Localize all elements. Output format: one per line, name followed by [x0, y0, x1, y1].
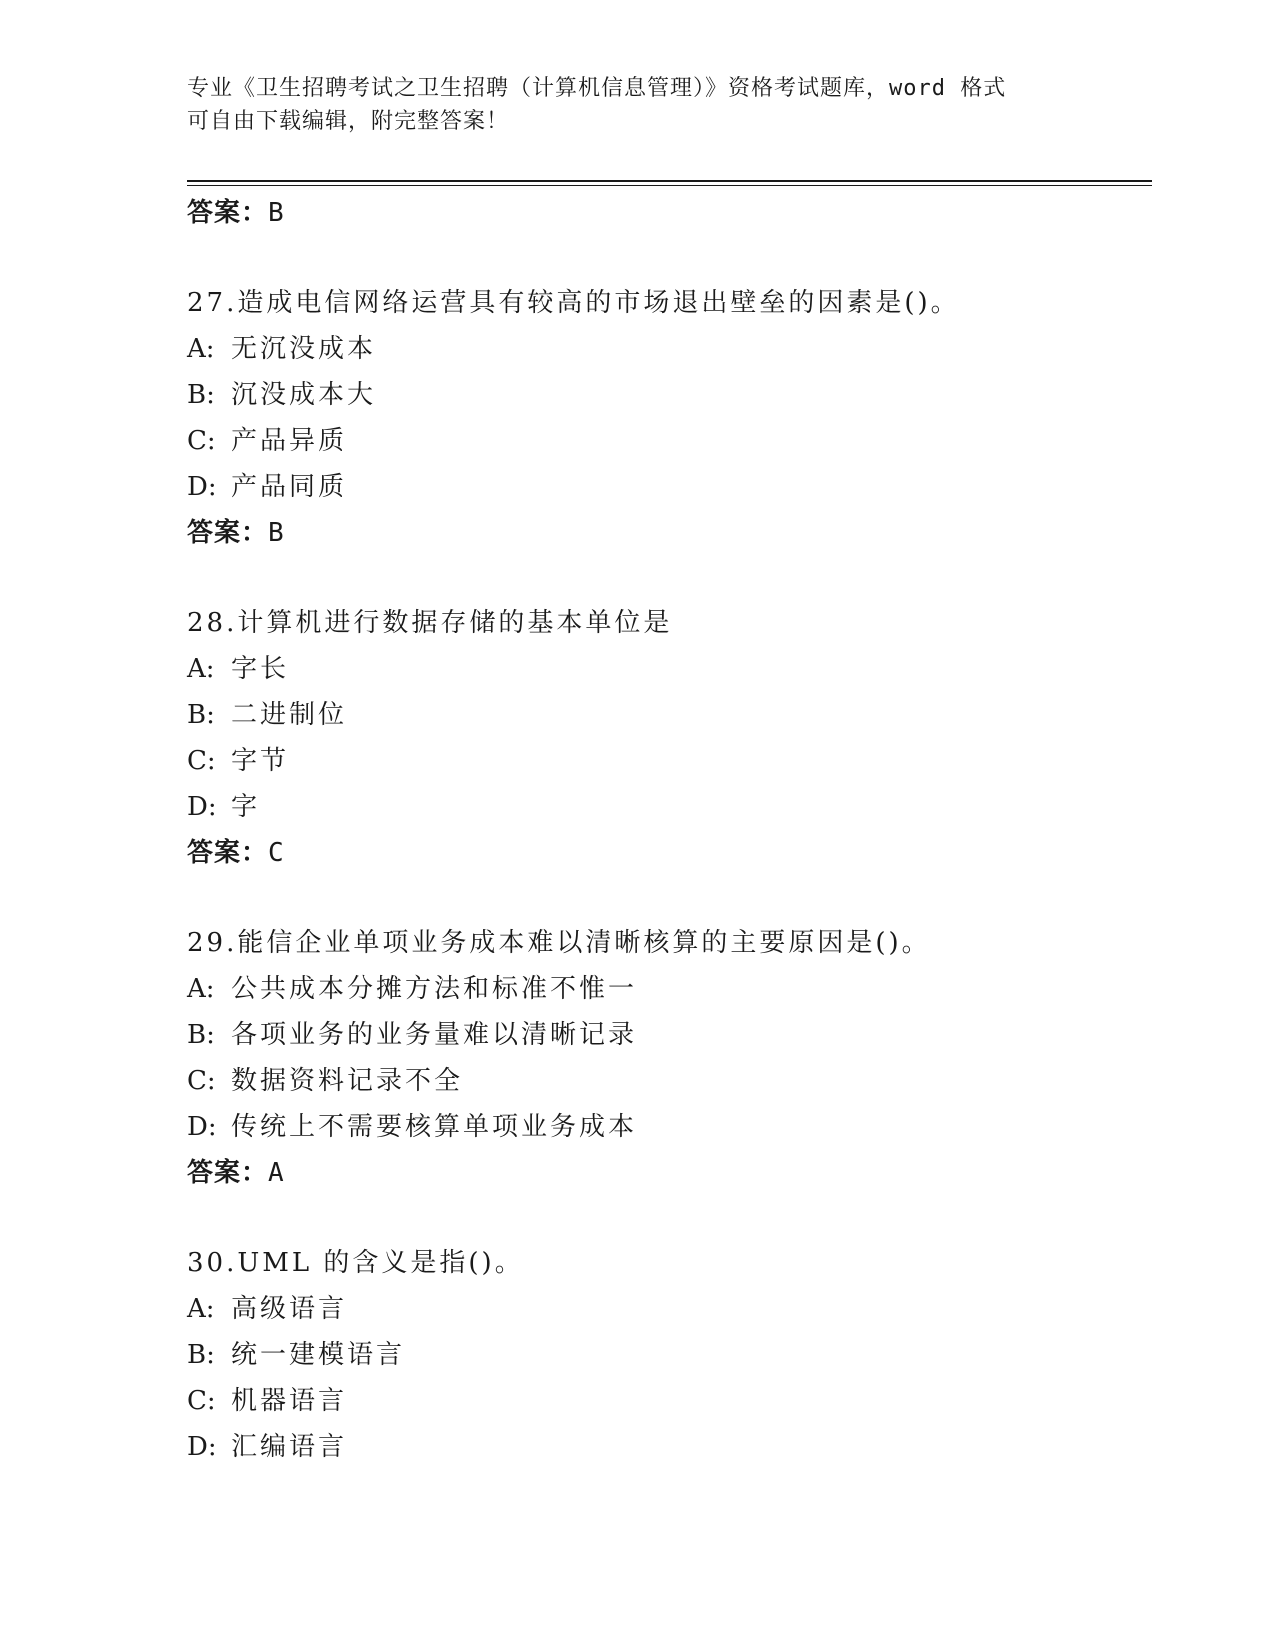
- header-divider-thin: [187, 185, 1152, 186]
- option-letter: A:: [187, 334, 215, 364]
- option-letter: C:: [187, 426, 216, 456]
- answer-value: C: [268, 838, 285, 868]
- question-block: [187, 1240, 1147, 1470]
- option-a: [187, 966, 1147, 1012]
- option-text: 字: [231, 792, 261, 822]
- question-block: [187, 280, 1147, 556]
- option-a: [187, 326, 1147, 372]
- option-letter: D:: [187, 1432, 217, 1462]
- option-b: [187, 1012, 1147, 1058]
- answer-value: B: [268, 198, 285, 228]
- option-letter: D:: [187, 792, 217, 822]
- header-divider-thick: [187, 180, 1152, 182]
- option-c: [187, 1378, 1147, 1424]
- option-text: 字长: [231, 654, 290, 684]
- answer-label: 答案：: [187, 838, 269, 868]
- question-stem: 30.UML 的含义是指()。: [187, 1248, 524, 1278]
- option-letter: C:: [187, 746, 216, 776]
- question-block: [187, 920, 1147, 1196]
- header-line-2: 可自由下载编辑，附完整答案！: [187, 109, 510, 134]
- question-list: [187, 190, 1147, 1470]
- option-a: [187, 1286, 1147, 1332]
- option-letter: B:: [187, 1340, 215, 1370]
- option-text: 汇编语言: [231, 1432, 348, 1462]
- option-letter: A:: [187, 1294, 215, 1324]
- option-text: 公共成本分摊方法和标准不惟一: [231, 974, 638, 1004]
- question-answer: [187, 830, 1147, 876]
- option-letter: B:: [187, 700, 215, 730]
- option-d: [187, 464, 1147, 510]
- option-text: 字节: [231, 746, 290, 776]
- question-answer: [187, 510, 1147, 556]
- question-answer: [187, 1150, 1147, 1196]
- option-b: [187, 692, 1147, 738]
- option-c: [187, 738, 1147, 784]
- answer-label: 答案：: [187, 198, 269, 228]
- option-letter: B:: [187, 1020, 215, 1050]
- option-letter: D:: [187, 1112, 217, 1142]
- option-letter: C:: [187, 1066, 216, 1096]
- answer-label: 答案：: [187, 518, 269, 548]
- option-d: [187, 1104, 1147, 1150]
- answer-value: B: [268, 518, 285, 548]
- answer-label: 答案：: [187, 1158, 269, 1188]
- option-letter: A:: [187, 974, 215, 1004]
- option-text: 统一建模语言: [231, 1340, 406, 1370]
- previous-answer: [187, 190, 1147, 236]
- option-b: [187, 372, 1147, 418]
- option-text: 高级语言: [231, 1294, 348, 1324]
- option-text: 各项业务的业务量难以清晰记录: [231, 1020, 638, 1050]
- option-letter: A:: [187, 654, 215, 684]
- option-c: [187, 1058, 1147, 1104]
- option-text: 传统上不需要核算单项业务成本: [231, 1112, 638, 1142]
- option-d: [187, 1424, 1147, 1470]
- option-text: 沉没成本大: [231, 380, 377, 410]
- option-letter: D:: [187, 472, 217, 502]
- option-d: [187, 784, 1147, 830]
- answer-value: A: [268, 1158, 285, 1188]
- option-text: 二进制位: [231, 700, 348, 730]
- option-text: 无沉没成本: [231, 334, 377, 364]
- question-block: [187, 600, 1147, 876]
- question-stem: 28.计算机进行数据存储的基本单位是: [187, 608, 673, 638]
- option-c: [187, 418, 1147, 464]
- question-stem: 29.能信企业单项业务成本难以清晰核算的主要原因是()。: [187, 928, 931, 958]
- option-letter: C:: [187, 1386, 216, 1416]
- option-text: 数据资料记录不全: [231, 1066, 464, 1096]
- header-line-1: 专业《卫生招聘考试之卫生招聘（计算机信息管理）》资格考试题库，word 格式: [187, 76, 1007, 101]
- option-text: 机器语言: [231, 1386, 348, 1416]
- option-a: [187, 646, 1147, 692]
- option-text: 产品同质: [231, 472, 348, 502]
- option-text: 产品异质: [231, 426, 348, 456]
- option-b: [187, 1332, 1147, 1378]
- question-stem: 27.造成电信网络运营具有较高的市场退出壁垒的因素是()。: [187, 288, 960, 318]
- document-header: [187, 72, 1067, 138]
- option-letter: B:: [187, 380, 215, 410]
